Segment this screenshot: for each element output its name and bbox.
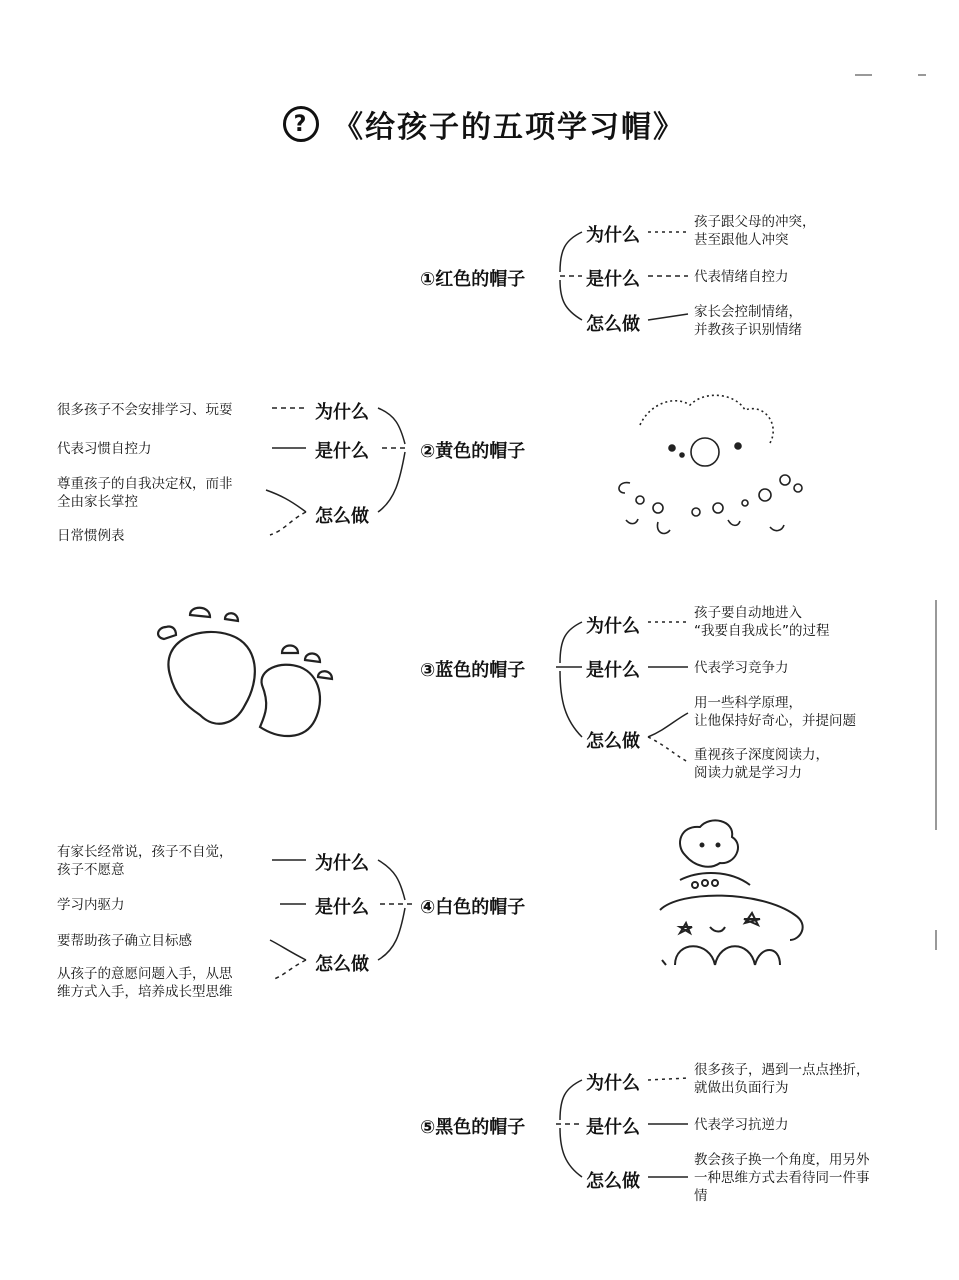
hat-yellow-how-note-1: 尊重孩子的自我决定权，而非 全由家长掌控	[57, 476, 233, 510]
label-how: 怎么做	[315, 954, 369, 975]
label-why: 为什么	[315, 402, 369, 423]
label-what: 是什么	[315, 441, 369, 462]
hat-red-title: ①红色的帽子	[420, 269, 526, 290]
hat-blue-how-note-1: 用一些科学原理， 让他保持好奇心，并提问题	[694, 695, 856, 729]
label-why: 为什么	[586, 225, 640, 246]
hat-black-how-note: 教会孩子换一个角度，用另外 一种思维方式去看待同一件事 情	[694, 1152, 870, 1204]
question-icon: ?	[283, 106, 319, 142]
hat-white-title: ④白色的帽子	[420, 897, 526, 918]
label-what: 是什么	[315, 897, 369, 918]
hat-red-why-note: 孩子跟父母的冲突， 甚至跟他人冲突	[694, 214, 816, 248]
hat-yellow-title: ②黄色的帽子	[420, 441, 526, 462]
label-what: 是什么	[586, 1117, 640, 1138]
hat-white-how-note-2: 从孩子的意愿问题入手，从思 维方式入手，培养成长型思维	[57, 966, 233, 1000]
label-why: 为什么	[586, 1073, 640, 1094]
hat-black-what-note: 代表学习抗逆力	[694, 1117, 789, 1133]
hat-blue-why-note: 孩子要自动地进入 “我要自我成长”的过程	[694, 605, 830, 639]
hat-white-what-note: 学习内驱力	[57, 897, 125, 913]
label-how: 怎么做	[586, 731, 640, 752]
hat-black-title: ⑤黑色的帽子	[420, 1117, 526, 1138]
hat-blue-what-note: 代表学习竞争力	[694, 660, 789, 676]
label-what: 是什么	[586, 660, 640, 681]
label-how: 怎么做	[315, 506, 369, 527]
title-text: 《给孩子的五项学习帽》	[333, 110, 685, 145]
hat-red-what-note: 代表情绪自控力	[694, 269, 789, 285]
hat-blue-how-note-2: 重视孩子深度阅读力， 阅读力就是学习力	[694, 747, 829, 781]
hat-yellow-what-note: 代表习惯自控力	[57, 441, 152, 457]
hat-white-why-note: 有家长经常说，孩子不自觉， 孩子不愿意	[57, 844, 233, 878]
label-how: 怎么做	[586, 314, 640, 335]
hat-yellow-why-note: 很多孩子不会安排学习、玩耍	[57, 402, 233, 418]
label-why: 为什么	[315, 853, 369, 874]
hat-black-why-note: 很多孩子，遇到一点点挫折， 就做出负面行为	[694, 1062, 870, 1096]
hat-white-how-note-1: 要帮助孩子确立目标感	[57, 933, 192, 949]
hat-yellow-how-note-2: 日常惯例表	[57, 528, 125, 544]
label-why: 为什么	[586, 616, 640, 637]
hat-blue-title: ③蓝色的帽子	[420, 660, 526, 681]
label-how: 怎么做	[586, 1171, 640, 1192]
hat-red-how-note: 家长会控制情绪， 并教孩子识别情绪	[694, 304, 802, 338]
label-what: 是什么	[586, 269, 640, 290]
